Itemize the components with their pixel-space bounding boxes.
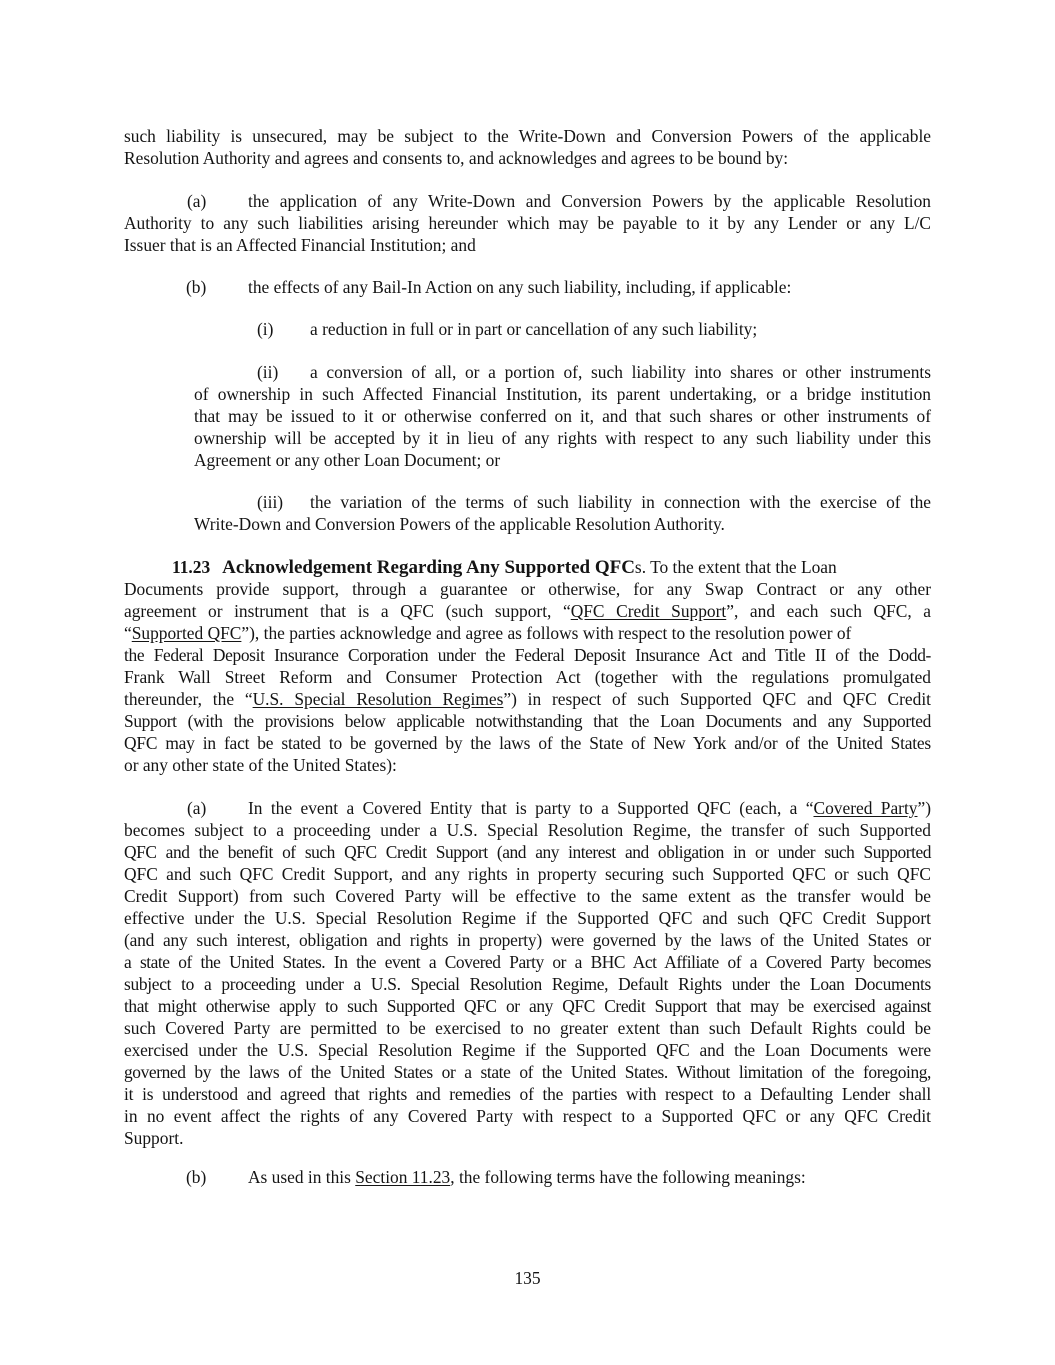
para-a-line-6: effective under the U.S. Special Resolution Regime if the Supported QFC and such QFC Credit Support [124,908,931,928]
section-number: 11.23 [172,557,211,577]
section-line-10: or any other state of the United States): [124,755,397,775]
para-a-line-15: in no event affect the rights of any Covered Party with respect to a Supported QFC or any QFC Credit [124,1106,931,1126]
section-line-5: the Federal Deposit Insurance Corporation under the Federal Deposit Insurance Act and Title II of the Dodd- [124,645,931,665]
text-run [124,622,851,644]
para-a-line-7: (and any such interest, obligation and rights in property) were governed by the laws of the United States or [124,930,931,950]
section-line-3 [124,600,931,622]
section-title: Acknowledgement Regarding Any Supported QFC [222,557,635,578]
section-line-9: QFC may in fact be stated to be governed by the laws of the State of New York and/or of the United States [124,733,931,753]
text-run: As used in this [248,1167,356,1187]
section-line-4 [124,622,931,644]
sub-ii-line-5: Agreement or any other Loan Document; or [194,450,501,470]
clause-b-label: (b) [186,277,207,297]
text-run: ”, and each such QFC, a [726,601,931,621]
para-a-line-4: QFC and such QFC Credit Support, and any rights in property securing such Supported QFC or such QFC [124,864,931,884]
para-a-line-10: that might otherwise apply to such Supported QFC or any QFC Credit Support that may be exercised against [124,996,931,1016]
clause-a-line-1: the application of any Write-Down and Conversion Powers by the applicable Resolution [248,191,931,211]
para-a-line-5: Credit Support) from such Covered Party will be effective to the same extent as the transfer would be [124,886,931,906]
sub-iii-line-2: Write-Down and Conversion Powers of the applicable Resolution Authority. [194,514,725,534]
sub-iii-line-1: the variation of the terms of such liability in connection with the exercise of the [310,492,931,512]
para-a-line-2: becomes subject to a proceeding under a U.S. Special Resolution Regime, the transfer of such Supported [124,820,931,840]
para-a-line-11: such Covered Party are permitted to be exercised to no greater extent than such Default Rights could be [124,1018,931,1038]
text-run: agreement or instrument that is a QFC (such support, “ [124,601,571,621]
text-run: ”) [917,798,931,818]
section-heading-line [172,556,837,578]
section-title-suffix: s [634,557,642,577]
defined-term-qfc-credit-support: QFC Credit Support [570,601,727,621]
section-line-6: Frank Wall Street Reform and Consumer Protection Act (together with the regulations promulgated [124,667,931,687]
para-a-line-1 [248,797,931,819]
sub-ii-label: (ii) [257,362,279,382]
sub-ii-line-3: that may be issued to it or otherwise conferred on it, and that such shares or other instruments of [194,406,931,426]
text-run: ”) in respect of such Supported QFC and QFC Credit [503,689,931,709]
para-a-line-13: governed by the laws of the United States or a state of the United States. Without limitation of the foregoing, [124,1062,931,1082]
para-a-last-line: Support. [124,1128,184,1148]
para-b-text [248,1166,806,1188]
section-line-8: Support (with the provisions below applicable notwithstanding that the Loan Documents and any Supported [124,711,931,731]
para-a-line-9: subject to a proceeding under a U.S. Special Resolution Regime, Default Rights under the Loan Documents [124,974,931,994]
para-a-line-3: QFC and the benefit of such QFC Credit Support (and any interest and obligation in or under such Supported [124,842,931,862]
sub-ii-line-2: of ownership in such Affected Financial Institution, its parent undertaking, or a bridge institution [194,384,931,404]
text-run: “ [124,623,132,643]
text-run: , the following terms have the following meanings: [450,1167,806,1187]
text-run: thereunder, the “ [124,689,253,709]
clause-a-line-2: Authority to any such liabilities arising hereunder which may be payable to it by any Lender or any L/C [124,213,931,233]
para-a-line-14: it is understood and agreed that rights and remedies of the parties with respect to a Defaulting Lender shall [124,1084,931,1104]
sub-i-label: (i) [257,319,274,339]
para-a-line-12: exercised under the U.S. Special Resolution Regime if the Supported QFC and the Loan Documents were [124,1040,931,1060]
section-reference-link: Section 11.23 [355,1167,451,1187]
defined-term-covered-party: Covered Party [813,798,918,818]
section-line-7 [124,688,931,710]
sub-ii-line-4: ownership will be accepted by it in lieu of any rights with respect to any such liability under this [194,428,931,448]
clause-b-text: the effects of any Bail-In Action on any such liability, including, if applicable: [248,277,792,297]
sub-iii-label: (iii) [257,492,284,512]
section-first-line-rest: . To the extent that the Loan [641,557,837,577]
defined-term-supported-qfc: Supported QFC [131,623,242,643]
section-line-2: Documents provide support, through a guarantee or otherwise, for any Swap Contract or any other [124,579,931,599]
clause-a-label: (a) [187,191,207,211]
page-number: 135 [514,1268,541,1288]
sub-ii-line-1: a conversion of all, or a portion of, such liability into shares or other instruments [310,362,931,382]
text-run: In the event a Covered Entity that is party to a Supported QFC (each, a “ [248,798,814,818]
intro-line-1: such liability is unsecured, may be subject to the Write-Down and Conversion Powers of the applicable [124,126,931,146]
intro-line-2: Resolution Authority and agrees and consents to, and acknowledges and agrees to be bound by: [124,148,789,168]
sub-i-text: a reduction in full or in part or cancellation of any such liability; [310,319,758,339]
defined-term-us-special-resolution-regimes: U.S. Special Resolution Regimes [252,689,504,709]
para-b-label: (b) [186,1167,207,1187]
para-a-label: (a) [187,798,207,818]
clause-a-line-3: Issuer that is an Affected Financial Institution; and [124,235,476,255]
text-run: ”), the parties acknowledge and agree as follows with respect to the resolution power of [241,623,852,643]
para-a-line-8: a state of the United States. In the event a Covered Party or a BHC Act Affiliate of a Covered Party becomes [124,952,931,972]
